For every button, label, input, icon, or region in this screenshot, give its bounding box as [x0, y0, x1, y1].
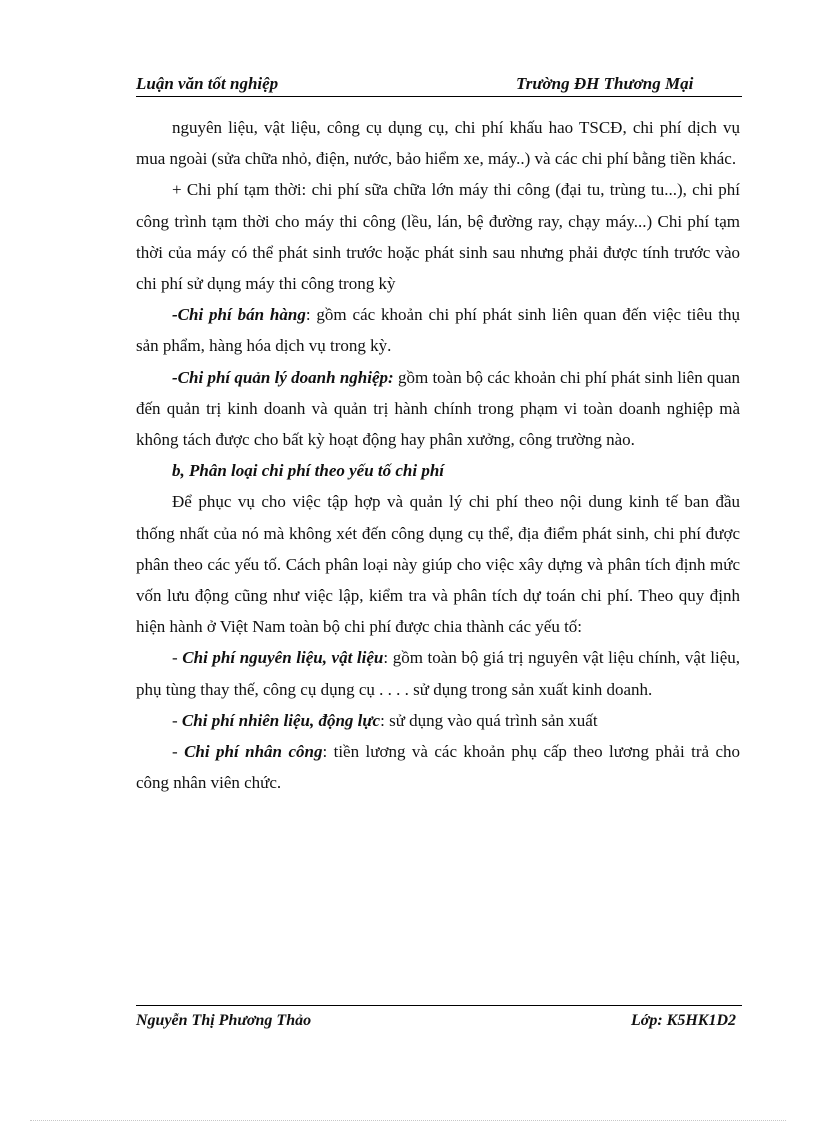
page-bottom-divider — [30, 1120, 786, 1121]
paragraph-3-text: : gồm các khoản chi phí phát sinh liên quan đến việc tiêu thụ sản phẩm, hàng hóa dịch vụ trong kỳ. — [136, 305, 740, 356]
page-footer — [136, 1005, 742, 1029]
paragraph-4-text: gồm toàn bộ các khoản chi phí phát sinh liên quan đến quản trị kinh doanh và quản trị hành chính trong phạm vi toàn doanh nghiệp mà không tách được cho bất kỳ hoạt động hay phân xưởng, công trường nào. — [136, 367, 741, 450]
dash: - — [172, 742, 185, 762]
paragraph-8-text: : sử dụng vào quá trình sản xuất — [380, 710, 598, 730]
term-fuel-cost: Chi phí nhiên liệu, động lực — [181, 710, 381, 730]
term-admin-cost: -Chi phí quản lý doanh nghiệp: — [172, 367, 394, 387]
section-heading: b, Phân loại chi phí theo yếu tố chi phí — [172, 461, 445, 481]
term-material-cost: Chi phí nguyên liệu, vật liệu — [182, 648, 384, 668]
term-selling-cost: -Chi phí bán hàng — [172, 305, 306, 325]
page-header — [136, 72, 742, 97]
header-thesis-title: Luận văn tốt nghiệp — [136, 74, 279, 93]
body-text — [136, 112, 740, 798]
term-labor-cost: Chi phí nhân công — [184, 742, 323, 762]
paragraph-3 — [136, 299, 740, 361]
paragraph-8 — [136, 705, 740, 736]
paragraph-9-text: : tiền lương và các khoản phụ cấp theo lương phải trả cho công nhân viên chức. — [136, 742, 740, 793]
footer-class: Lớp: K5HK1D2 — [630, 1012, 736, 1029]
header-university: Trường ĐH Thương Mại — [516, 74, 694, 93]
footer-author: Nguyễn Thị Phương Thảo — [136, 1012, 312, 1029]
paragraph-7-text: : gồm toàn bộ giá trị nguyên vật liệu chính, vật liệu, phụ tùng thay thế, công cụ dụng cụ . . . . sử dụng trong sản xuất kinh doanh. — [136, 648, 740, 699]
paragraph-1: nguyên liệu, vật liệu, công cụ dụng cụ, chi phí khấu hao TSCĐ, chi phí dịch vụ mua ngoài (sửa chữa nhỏ, điện, nước, bảo hiểm xe, máy..) và các chi phí bằng tiền khác. — [136, 118, 740, 169]
paragraph-2: + Chi phí tạm thời: chi phí sữa chữa lớn máy thi công (đại tu, trùng tu...), chi phí công trình tạm thời cho máy thi công (lều, lán, bệ đường ray, chạy máy...) Chi phí tạm thời của máy có thể phát sinh trước hoặc phát sinh sau nhưng phải được tính trước vào chi phí sử dụng máy thi công trong kỳ — [136, 180, 740, 294]
paragraph-7 — [136, 642, 740, 704]
paragraph-4 — [136, 362, 740, 456]
paragraph-6: Để phục vụ cho việc tập hợp và quản lý chi phí theo nội dung kinh tế ban đầu thống nhất của nó mà không xét đến công dụng cụ thể, địa điểm phát sinh, chi phí được phân theo các yếu tố. Cách phân loại này giúp cho việc xây dựng và phân tích định mức vốn lưu động cũng như việc lập, kiểm tra và phân tích dự toán chi phí. Theo quy định hiện hành ở Việt Nam toàn bộ chi phí được chia thành các yếu tố: — [136, 492, 740, 637]
dash: - — [172, 710, 182, 730]
dash: - — [172, 648, 183, 668]
paragraph-9 — [136, 736, 740, 798]
